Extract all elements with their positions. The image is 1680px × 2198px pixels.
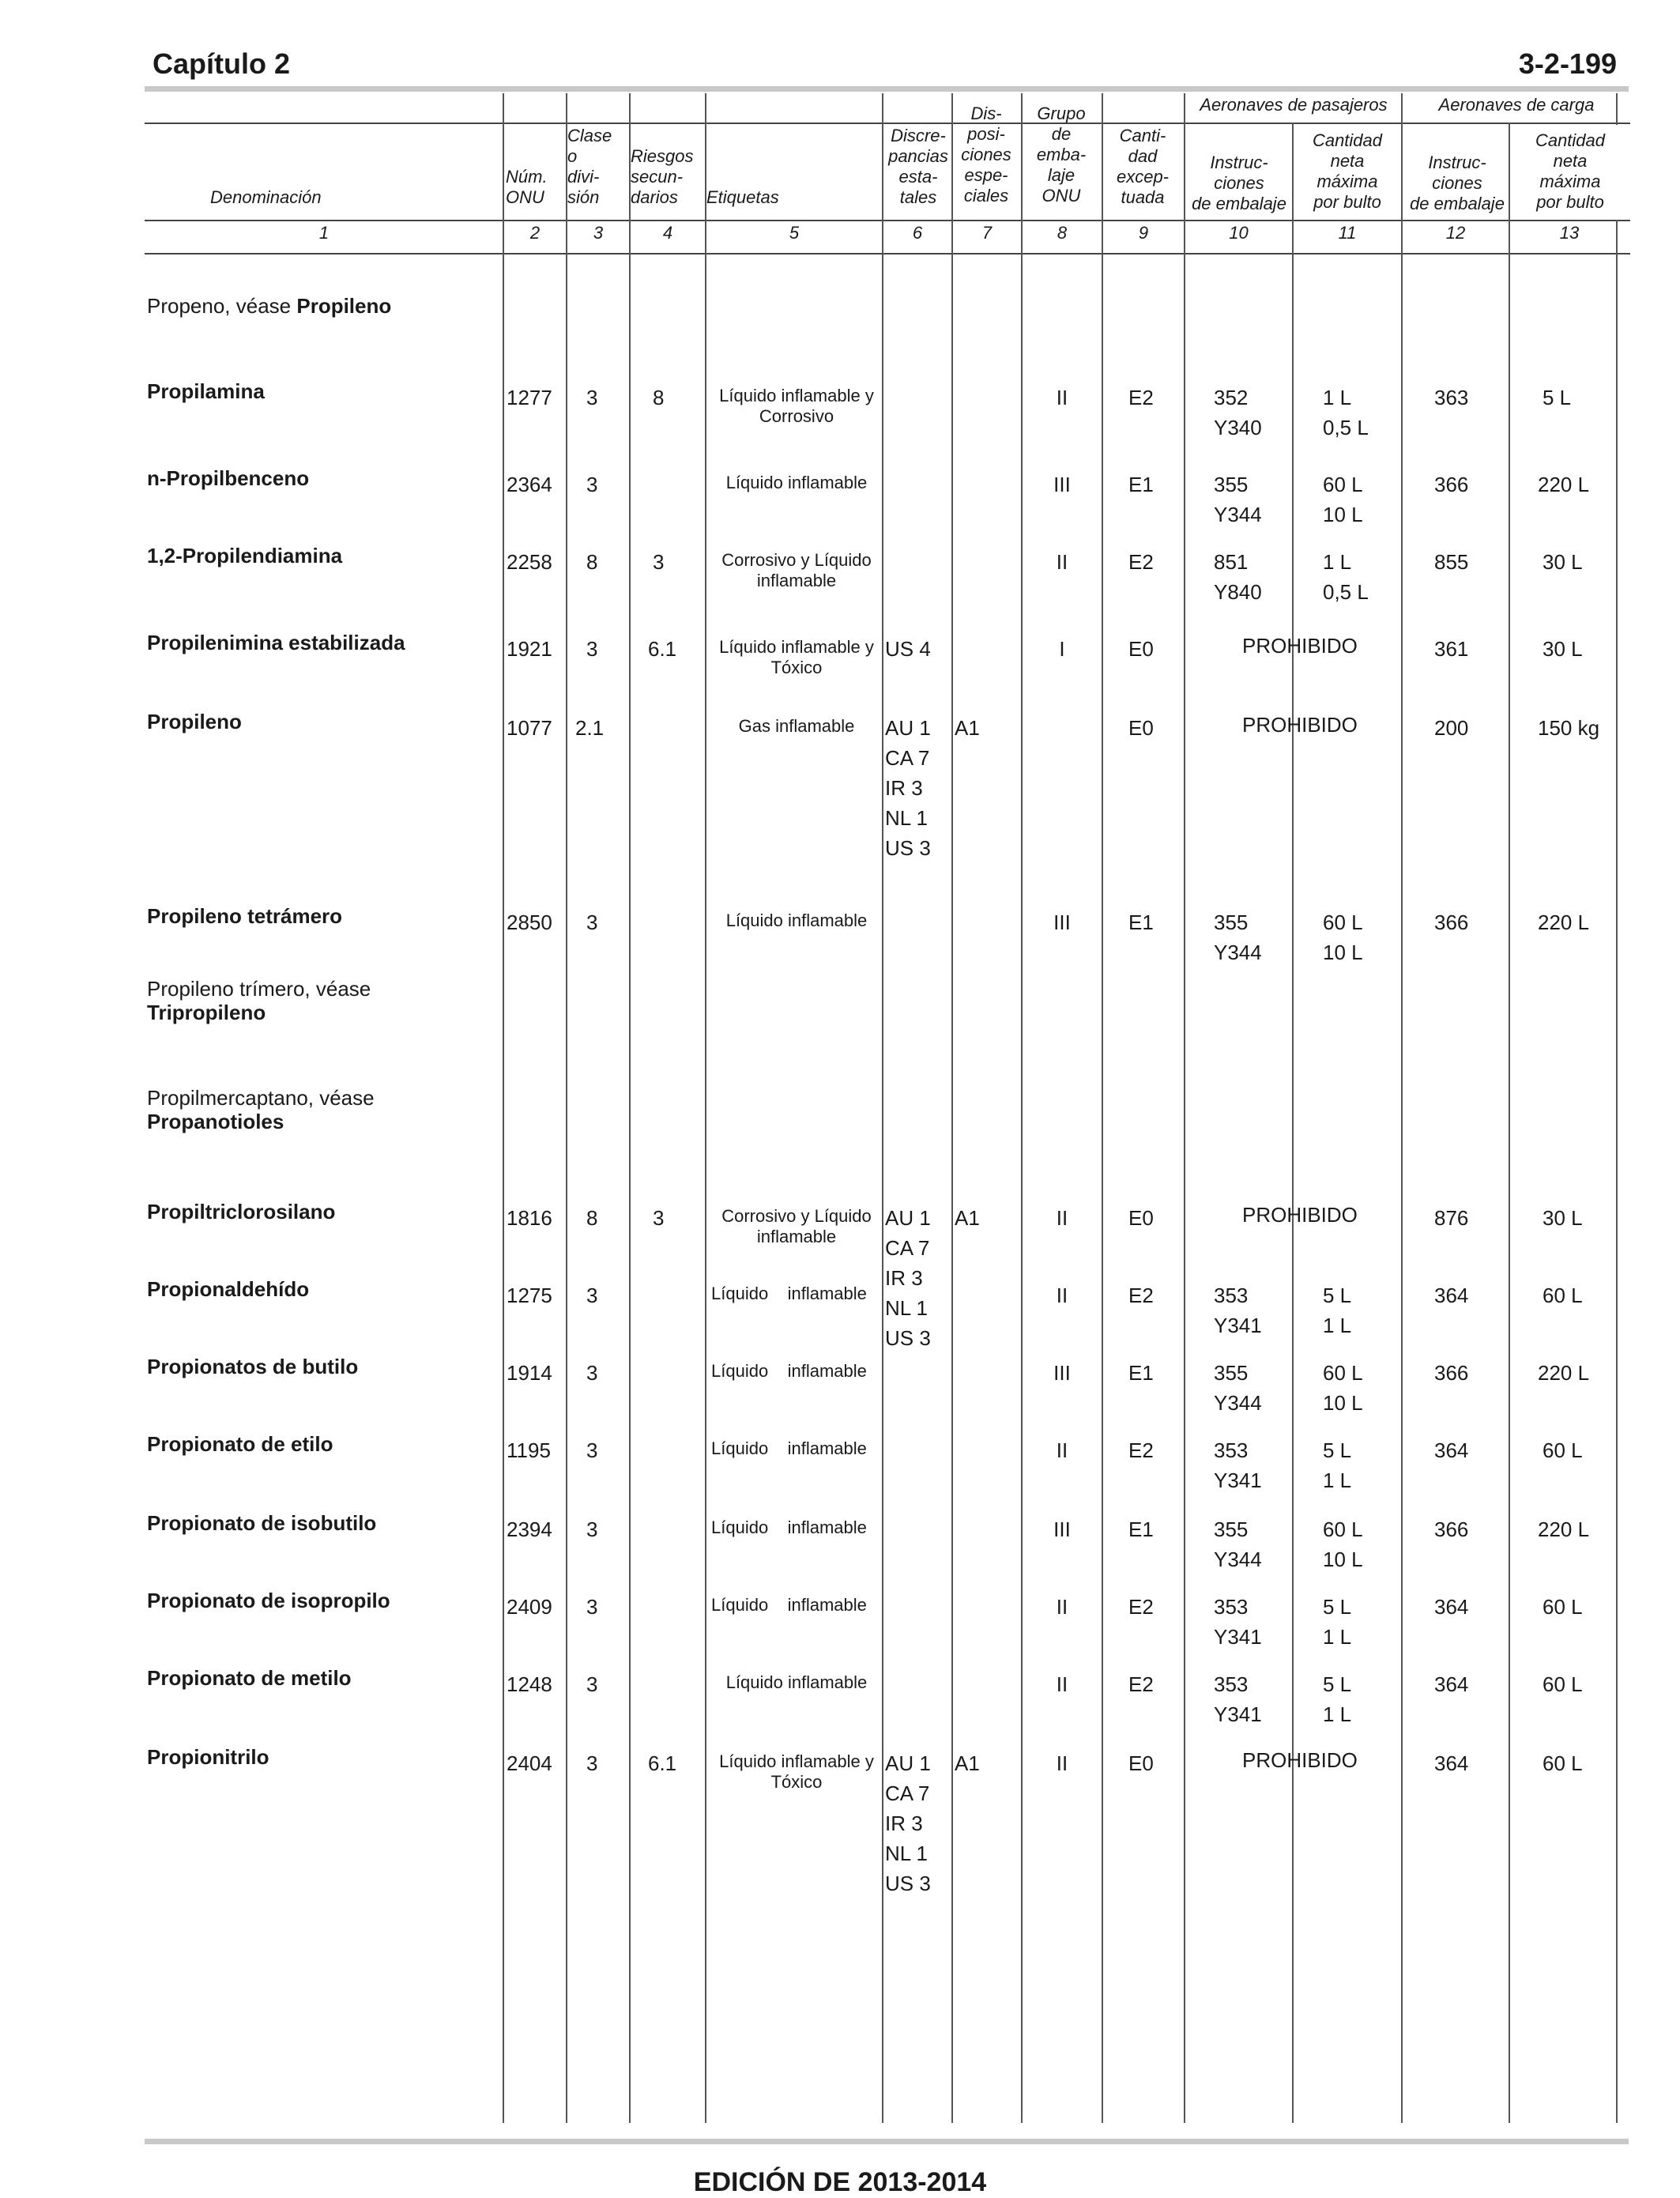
hazard-label: Corrosivo y Líquido inflamable (721, 550, 872, 590)
packing-instruction-passenger: 355 Y344 (1214, 910, 1262, 964)
packing-group: III (1053, 910, 1071, 934)
xref-target: Tripropileno (147, 1001, 266, 1024)
packing-group: II (1056, 1751, 1068, 1775)
max-net-quantity-cargo: 220 L (1538, 473, 1590, 496)
excepted-quantity: E1 (1128, 473, 1154, 496)
bottom-rule (145, 2139, 1629, 2144)
un-number: 2364 (507, 473, 552, 496)
un-number: 2409 (507, 1595, 552, 1619)
special-provisions: A1 (955, 1751, 980, 1775)
table-row (0, 977, 1680, 1024)
un-number: 2394 (507, 1517, 552, 1541)
col-number: 2 (529, 223, 541, 243)
class-division: 3 (586, 1517, 598, 1541)
substance-name: Propionato de isopropilo (147, 1589, 390, 1612)
table-row (0, 1432, 1680, 1492)
packing-instruction-passenger: 353 Y341 (1214, 1438, 1262, 1492)
header-sub-rule (145, 123, 1630, 124)
excepted-quantity: E2 (1128, 550, 1154, 574)
table-row (0, 1589, 1680, 1649)
packing-group: II (1056, 1595, 1068, 1619)
packing-instruction-cargo: 361 (1434, 637, 1469, 661)
col-number: 7 (981, 223, 993, 243)
col-rule (1616, 93, 1618, 125)
max-net-quantity-passenger: 60 L 10 L (1323, 910, 1363, 964)
col-number: 9 (1138, 223, 1149, 243)
un-number: 1275 (507, 1284, 552, 1307)
col-number: 12 (1445, 223, 1466, 243)
packing-instruction-cargo: 364 (1434, 1284, 1469, 1307)
substance-name: Propionaldehído (147, 1277, 310, 1301)
subsidiary-risk: 3 (653, 1206, 665, 1230)
packing-instruction-cargo: 364 (1434, 1751, 1469, 1775)
hazard-label: Gas inflamable (738, 716, 855, 736)
top-rule (145, 86, 1629, 92)
max-net-quantity-cargo: 220 L (1538, 1517, 1590, 1541)
xref-target: Propileno (296, 294, 392, 318)
col-number: 4 (662, 223, 673, 243)
substance-name: Propionato de isobutilo (147, 1511, 377, 1535)
class-division: 2.1 (575, 716, 605, 740)
packing-instruction-cargo: 200 (1434, 716, 1469, 740)
excepted-quantity: E1 (1128, 1517, 1154, 1541)
substance-name: Propiltriclorosilano (147, 1200, 336, 1223)
class-division: 3 (586, 1361, 598, 1385)
packing-instruction-cargo: 366 (1434, 1517, 1469, 1541)
max-net-quantity-passenger: 60 L 10 L (1323, 1517, 1363, 1571)
col-header-grupo: Grupo de emba- laje ONU (1036, 104, 1087, 205)
packing-instruction-cargo: 364 (1434, 1438, 1469, 1462)
subsidiary-risk: 6.1 (648, 1751, 677, 1775)
table-row (0, 466, 1680, 526)
packing-instruction-passenger: 352 Y340 (1214, 386, 1262, 439)
un-number: 1277 (507, 386, 552, 409)
excepted-quantity: E0 (1128, 716, 1154, 740)
col-header-carga: Aeronaves de carga (1438, 95, 1595, 115)
packing-instruction-passenger: 355 Y344 (1214, 473, 1262, 526)
substance-name: Propileno tetrámero (147, 904, 343, 928)
hazard-label: Líquido inflamable (725, 910, 868, 930)
cross-reference (147, 977, 495, 1024)
col-header-cantidad-exceptuada: Canti- dad excep- tuada (1116, 126, 1170, 207)
un-number: 1077 (507, 716, 552, 740)
max-net-quantity-passenger: 1 L 0,5 L (1323, 386, 1369, 439)
prohibited-passenger: PROHIBIDO (1242, 1203, 1358, 1227)
xref-target: Propanotioles (147, 1110, 284, 1133)
col-number: 5 (789, 223, 800, 243)
un-number: 1816 (507, 1206, 552, 1230)
excepted-quantity: E0 (1128, 1206, 1154, 1230)
substance-name: Propionato de metilo (147, 1666, 352, 1690)
col-header-num-onu: Núm. ONU (506, 167, 548, 207)
packing-instruction-cargo: 363 (1434, 386, 1469, 409)
un-number: 1921 (507, 637, 552, 661)
packing-group: II (1056, 386, 1068, 409)
max-net-quantity-cargo: 30 L (1543, 550, 1583, 574)
packing-instruction-passenger: 355 Y344 (1214, 1517, 1262, 1571)
substance-name: Propionitrilo (147, 1745, 269, 1769)
table-row (0, 904, 1680, 964)
max-net-quantity-cargo: 60 L (1543, 1284, 1583, 1307)
packing-instruction-passenger: 353 Y341 (1214, 1284, 1262, 1337)
special-provisions: A1 (955, 1206, 980, 1230)
col-number: 13 (1559, 223, 1580, 243)
chapter-title: Capítulo 2 (153, 47, 291, 80)
prohibited-passenger: PROHIBIDO (1242, 713, 1358, 737)
class-division: 3 (586, 1751, 598, 1775)
un-number: 1248 (507, 1672, 552, 1696)
col-header-denominacion: Denominación (210, 187, 322, 207)
class-division: 8 (586, 550, 598, 574)
substance-name: n-Propilbenceno (147, 466, 310, 490)
xref-text: Propileno trímero, véase (147, 977, 371, 1001)
max-net-quantity-passenger: 5 L 1 L (1323, 1284, 1352, 1337)
table-row (0, 631, 1680, 678)
excepted-quantity: E0 (1128, 637, 1154, 661)
col-header-clase: Clase o divi- sión (567, 126, 612, 207)
packing-group: II (1056, 1206, 1068, 1230)
class-division: 8 (586, 1206, 598, 1230)
excepted-quantity: E2 (1128, 1595, 1154, 1619)
packing-group: III (1053, 1517, 1071, 1541)
prohibited-passenger: PROHIBIDO (1242, 1748, 1358, 1772)
max-net-quantity-passenger: 5 L 1 L (1323, 1595, 1352, 1649)
max-net-quantity-cargo: 150 kg (1538, 716, 1600, 740)
class-division: 3 (586, 1672, 598, 1696)
substance-name: Propilamina (147, 379, 265, 403)
hazard-label: Líquido inflamable (725, 473, 868, 492)
excepted-quantity: E2 (1128, 1284, 1154, 1307)
hazard-label: Líquido inflamable y Tóxico (719, 1751, 874, 1792)
table-row (0, 1355, 1680, 1415)
max-net-quantity-passenger: 60 L 10 L (1323, 473, 1363, 526)
packing-instruction-passenger: 353 Y341 (1214, 1595, 1262, 1649)
packing-group: III (1053, 473, 1071, 496)
col-number: 10 (1229, 223, 1249, 243)
un-number: 2850 (507, 910, 552, 934)
hazard-label: Líquido inflamable y Corrosivo (719, 386, 874, 426)
excepted-quantity: E0 (1128, 1751, 1154, 1775)
max-net-quantity-passenger: 1 L 0,5 L (1323, 550, 1369, 604)
un-number: 2258 (507, 550, 552, 574)
packing-group: II (1056, 1284, 1068, 1307)
class-division: 3 (586, 637, 598, 661)
col-header-disposiciones: Dis- posi- ciones espe- ciales (961, 104, 1011, 205)
subsidiary-risk: 6.1 (648, 637, 677, 661)
xref-text: Propilmercaptano, véase (147, 1086, 375, 1110)
substance-name: Propilenimina estabilizada (147, 631, 405, 654)
max-net-quantity-cargo: 220 L (1538, 910, 1590, 934)
hazard-label: Líquido inflamable (711, 1284, 867, 1303)
hazard-label: Corrosivo y Líquido inflamable (721, 1206, 872, 1246)
table-row (0, 1745, 1680, 1895)
cross-reference (147, 294, 495, 318)
packing-instruction-passenger: 851 Y840 (1214, 550, 1262, 604)
max-net-quantity-cargo: 60 L (1543, 1751, 1583, 1775)
packing-instruction-cargo: 366 (1434, 1361, 1469, 1385)
col-number: 8 (1057, 223, 1068, 243)
table-row (0, 1086, 1680, 1133)
un-number: 1914 (507, 1361, 552, 1385)
col-header-pasajeros: Aeronaves de pasajeros (1200, 95, 1388, 115)
packing-instruction-cargo: 855 (1434, 550, 1469, 574)
col-header-riesgos: Riesgos secun- darios (631, 146, 694, 207)
max-net-quantity-cargo: 60 L (1543, 1595, 1583, 1619)
excepted-quantity: E2 (1128, 1672, 1154, 1696)
max-net-quantity-cargo: 60 L (1543, 1438, 1583, 1462)
max-net-quantity-cargo: 60 L (1543, 1672, 1583, 1696)
packing-instruction-passenger: 353 Y341 (1214, 1672, 1262, 1726)
substance-name: Propionato de etilo (147, 1432, 333, 1456)
excepted-quantity: E1 (1128, 1361, 1154, 1385)
col-number: 1 (318, 223, 330, 243)
class-division: 3 (586, 1438, 598, 1462)
numbers-rule (145, 253, 1630, 254)
cross-reference (147, 1086, 495, 1133)
class-division: 3 (586, 910, 598, 934)
class-division: 3 (586, 473, 598, 496)
table-row (0, 710, 1680, 860)
max-net-quantity-cargo: 30 L (1543, 1206, 1583, 1230)
col-header-cant-pax: Cantidad neta máxima por bulto (1312, 130, 1383, 212)
packing-instruction-passenger: 355 Y344 (1214, 1361, 1262, 1415)
header-rule (145, 220, 1630, 221)
xref-text: Propeno, véase (147, 294, 297, 318)
class-division: 3 (586, 1595, 598, 1619)
substance-name: Propionatos de butilo (147, 1355, 359, 1378)
hazard-label: Líquido inflamable (711, 1361, 867, 1381)
col-header-discrepancias: Discre- pancias esta- tales (888, 126, 948, 207)
max-net-quantity-cargo: 220 L (1538, 1361, 1590, 1385)
page-number: 3-2-199 (1518, 47, 1617, 80)
class-division: 3 (586, 1284, 598, 1307)
col-header-instr-carga: Instruc- ciones de embalaje (1410, 153, 1505, 213)
table-row (0, 544, 1680, 604)
packing-group: III (1053, 1361, 1071, 1385)
packing-instruction-cargo: 366 (1434, 910, 1469, 934)
excepted-quantity: E2 (1128, 386, 1154, 409)
state-variations: AU 1 CA 7 IR 3 NL 1 US 3 (885, 1751, 931, 1895)
col-number: 11 (1338, 223, 1357, 243)
special-provisions: A1 (955, 716, 980, 740)
substance-name: Propileno (147, 710, 242, 733)
hazard-label: Líquido inflamable (725, 1672, 868, 1692)
max-net-quantity-passenger: 5 L 1 L (1323, 1672, 1352, 1726)
max-net-quantity-cargo: 5 L (1543, 386, 1572, 409)
hazard-label: Líquido inflamable (711, 1438, 867, 1458)
max-net-quantity-passenger: 60 L 10 L (1323, 1361, 1363, 1415)
col-number: 6 (912, 223, 923, 243)
state-variations: AU 1 CA 7 IR 3 NL 1 US 3 (885, 716, 931, 860)
packing-group: I (1059, 637, 1065, 661)
packing-group: II (1056, 1672, 1068, 1696)
state-variations: AU 1 CA 7 IR 3 NL 1 US 3 (885, 1206, 931, 1350)
un-number: 2404 (507, 1751, 552, 1775)
col-number: 3 (593, 223, 604, 243)
packing-instruction-cargo: 876 (1434, 1206, 1469, 1230)
max-net-quantity-cargo: 30 L (1543, 637, 1583, 661)
col-header-etiquetas: Etiquetas (706, 187, 779, 207)
excepted-quantity: E1 (1128, 910, 1154, 934)
prohibited-passenger: PROHIBIDO (1242, 634, 1358, 658)
table-row (0, 379, 1680, 439)
class-division: 3 (586, 386, 598, 409)
excepted-quantity: E2 (1128, 1438, 1154, 1462)
table-row (0, 1666, 1680, 1726)
subsidiary-risk: 3 (653, 550, 665, 574)
table-row (0, 1511, 1680, 1571)
packing-group: II (1056, 1438, 1068, 1462)
hazard-label: Líquido inflamable y Tóxico (719, 637, 874, 677)
subsidiary-risk: 8 (653, 386, 665, 409)
hazard-label: Líquido inflamable (711, 1595, 867, 1615)
packing-instruction-cargo: 364 (1434, 1595, 1469, 1619)
hazard-label: Líquido inflamable (711, 1517, 867, 1537)
substance-name: 1,2-Propilendiamina (147, 544, 343, 567)
table-row (0, 294, 1680, 341)
packing-instruction-cargo: 364 (1434, 1672, 1469, 1696)
max-net-quantity-passenger: 5 L 1 L (1323, 1438, 1352, 1492)
packing-group: II (1056, 550, 1068, 574)
table-row (0, 1277, 1680, 1337)
state-variations: US 4 (885, 637, 931, 661)
col-header-instr-pax: Instruc- ciones de embalaje (1192, 153, 1286, 213)
col-header-cant-carga: Cantidad neta máxima por bulto (1535, 130, 1606, 212)
un-number: 1195 (507, 1438, 551, 1462)
edition-footer: EDICIÓN DE 2013-2014 (693, 2167, 987, 2197)
packing-instruction-cargo: 366 (1434, 473, 1469, 496)
